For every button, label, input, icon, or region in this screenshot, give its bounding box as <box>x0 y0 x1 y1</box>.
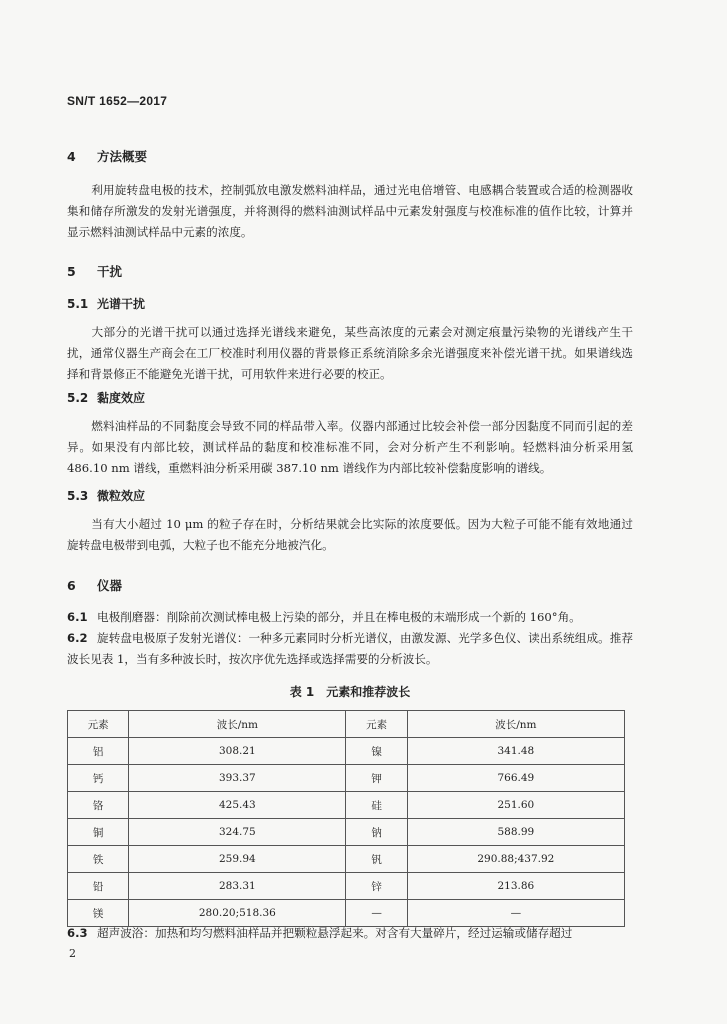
table-cell: 324.75 <box>129 819 346 846</box>
table-cell: 283.31 <box>129 873 346 900</box>
table-cell: 铁 <box>68 846 129 873</box>
section-4-text: 利用旋转盘电极的技术，控制弧放电激发燃料油样品，通过光电倍增管、电感耦合装置或合适的检测器收集和储存所激发的发射光谱强度，并将测得的燃料油测试样品中元素发射强度与校准标准的值作比较，计算并显示燃料油测试样品中元素的浓度。 <box>67 183 633 239</box>
table-cell: 341.48 <box>407 738 624 765</box>
table-cell: 硅 <box>346 792 407 819</box>
page-number: 2 <box>69 947 76 960</box>
table-row <box>68 846 625 873</box>
header-wavelength: 波长/nm <box>129 711 346 738</box>
table-cell: 766.49 <box>407 765 624 792</box>
section-5-2-heading: 5.2 黏度效应 <box>67 391 146 405</box>
section-4-heading: 4 方法概要 <box>67 149 148 164</box>
table-cell: 钒 <box>346 846 407 873</box>
table-cell: — <box>407 900 624 927</box>
table-cell: 镁 <box>68 900 129 927</box>
table-cell: 251.60 <box>407 792 624 819</box>
table-cell: 290.88;437.92 <box>407 846 624 873</box>
table-cell: 425.43 <box>129 792 346 819</box>
section-5-3-text: 当有大小超过 10 μm 的粒子存在时，分析结果就会比实际的浓度要低。因为大粒子可能不能有效地通过旋转盘电极带到电弧，大粒子也不能充分地被汽化。 <box>67 517 633 552</box>
table-cell: 铅 <box>68 873 129 900</box>
table-cell: 铬 <box>68 792 129 819</box>
table-row <box>68 792 625 819</box>
table-cell: 213.86 <box>407 873 624 900</box>
table-cell: 259.94 <box>129 846 346 873</box>
table-cell: 588.99 <box>407 819 624 846</box>
table-cell: 锌 <box>346 873 407 900</box>
table-row <box>68 819 625 846</box>
table-cell: 镍 <box>346 738 407 765</box>
table-cell: 280.20;518.36 <box>129 900 346 927</box>
table-cell: 钾 <box>346 765 407 792</box>
table-header-row <box>68 711 625 738</box>
section-5-2-text: 燃料油样品的不同黏度会导致不同的样品带入率。仪器内部通过比较会补偿一部分因黏度不同而引起的差异。如果没有内部比较，测试样品的黏度和校准标准不同，会对分析产生不利影响。轻燃料油分析采用氢 486.10 nm 谱线，重燃料油分析采用碳 387.10 nm 谱线作为内部比较补偿黏度影响的谱线。 <box>67 419 633 475</box>
section-5-1-heading: 5.1 光谱干扰 <box>67 297 146 311</box>
table-cell: 钠 <box>346 819 407 846</box>
table-row <box>68 873 625 900</box>
table-cell: 铝 <box>68 738 129 765</box>
section-5-1-text: 大部分的光谱干扰可以通过选择光谱线来避免，某些高浓度的元素会对测定痕量污染物的光谱线产生干扰，通常仪器生产商会在工厂校准时利用仪器的背景修正系统消除多余光谱强度来补偿光谱干扰。如果谱线选择和背景修正不能避免光谱干扰，可用软件来进行必要的校正。 <box>67 325 633 381</box>
table-cell: 393.37 <box>129 765 346 792</box>
table-row <box>68 765 625 792</box>
table-cell: 308.21 <box>129 738 346 765</box>
table-row <box>68 738 625 765</box>
header-element: 元素 <box>68 711 129 738</box>
header-wavelength: 波长/nm <box>407 711 624 738</box>
element-wavelength-table <box>67 710 625 927</box>
standard-number: SN/T 1652—2017 <box>67 94 168 108</box>
section-6-2-text: 6.2 旋转盘电极原子发射光谱仪：一种多元素同时分析光谱仪，由激发源、光学多色仪、读出系统组成。推荐波长见表 1，当有多种波长时，按次序优先选择或选择需要的分析波长。 <box>67 631 633 666</box>
header-element: 元素 <box>346 711 407 738</box>
section-5-3-heading: 5.3 微粒效应 <box>67 489 146 503</box>
table-caption: 表 1 元素和推荐波长 <box>289 685 411 699</box>
section-6-heading: 6 仪器 <box>67 578 123 593</box>
table-cell: — <box>346 900 407 927</box>
table-cell: 钙 <box>68 765 129 792</box>
table-cell: 铜 <box>68 819 129 846</box>
section-6-3-text: 6.3 超声波浴：加热和均匀燃料油样品并把颗粒悬浮起来。对含有大量碎片，经过运输或储存超过 <box>67 926 573 940</box>
section-6-1-text: 6.1 电极削磨器：削除前次测试棒电极上污染的部分，并且在棒电极的末端形成一个新的 160°角。 <box>67 610 581 624</box>
section-5-heading: 5 干扰 <box>67 264 123 279</box>
